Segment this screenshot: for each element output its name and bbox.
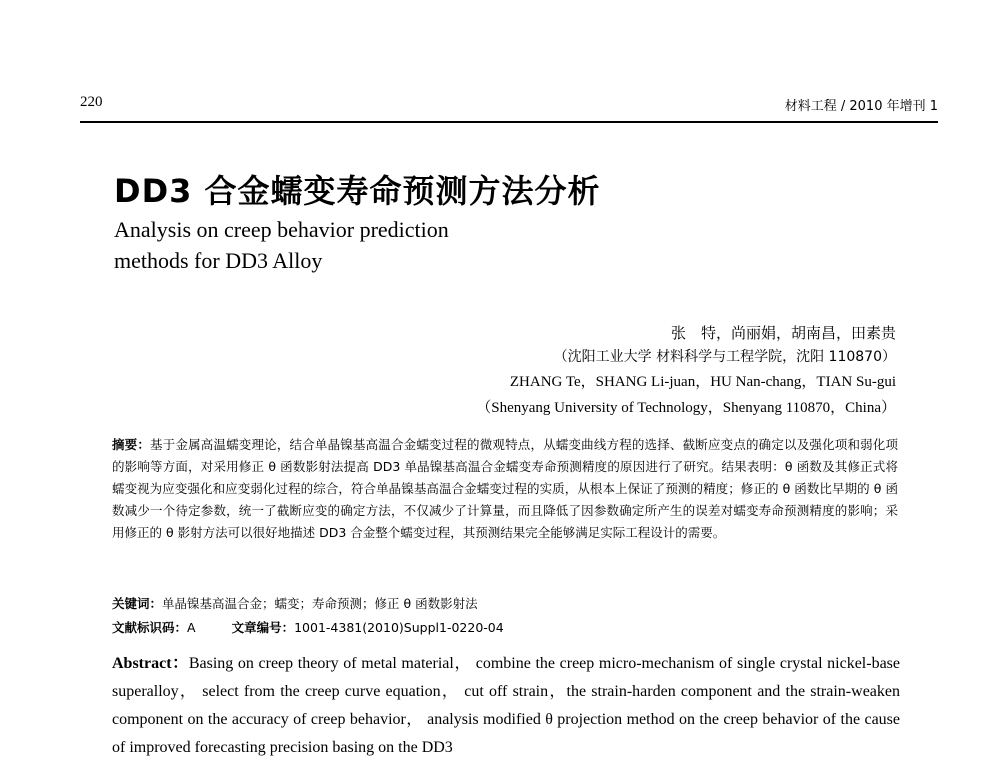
document-info: [112, 618, 898, 636]
page-number: 220: [80, 94, 103, 110]
title-chinese: DD3 合金蠕变寿命预测方法分析: [114, 172, 601, 210]
affiliation-english: （Shenyang University of Technology，Shenyang 110870，China）: [476, 400, 896, 416]
header-rule: [80, 121, 938, 123]
running-header: [80, 94, 938, 116]
title-english-line-1: Analysis on creep behavior prediction: [114, 217, 449, 242]
authors-chinese: 张 特，尚丽娟，胡南昌，田素贵: [670, 324, 896, 342]
abstract-english-text: Basing on creep theory of metal material， combine the creep micro-mechanism of single crystal nickel-base superalloy， select from the creep curve equation， cut off strain，the strain-harden component and the strain-weaken component on the accuracy of creep behavior， analysis modified θ projection method on the creep behavior of the cause of improved forecasting precision basing on the DD3: [112, 655, 900, 756]
title-english-line-2: methods for DD3 Alloy: [114, 248, 323, 273]
affiliation-chinese: （沈阳工业大学 材料科学与工程学院，沈阳 110870）: [553, 349, 896, 365]
journal-citation: 材料工程 / 2010 年增刊 1: [784, 99, 938, 114]
article-id-label: 文章编号：: [231, 620, 295, 635]
document-class-value: A: [187, 620, 196, 635]
keywords-text: 单晶镍基高温合金；蠕变；寿命预测；修正 θ 函数影射法: [162, 596, 478, 611]
abstract-chinese-text: 基于金属高温蠕变理论，结合单晶镍基高温合金蠕变过程的微观特点，从蠕变曲线方程的选择、截断应变点的确定以及强化项和弱化项的影响等方面，对采用修正 θ 函数影射法提高 DD3 单晶镍基高温合金蠕变寿命预测精度的原因进行了研究。结果表明：θ 函数及其修正式将蠕变视为应变强化和应变弱化过程的综合，符合单晶镍基高温合金蠕变过程的实质，从根本上保证了预测的精度；修正的 θ 函数比早期的 θ 函数减少一个待定参数，统一了截断应变的确定方法，不仅减少了计算量，而且降低了因参数确定所产生的误差对蠕变寿命预测精度的影响；采用修正的 θ 影射方法可以很好地描述 DD3 合金整个蠕变过程，其预测结果完全能够满足实际工程设计的需要。: [112, 437, 898, 540]
abstract-english: [112, 650, 900, 762]
authors-english: ZHANG Te，SHANG Li-juan，HU Nan-chang，TIAN Su-gui: [509, 374, 896, 390]
abstract-chinese-label: 摘要：: [112, 437, 151, 452]
abstract-english-label: Abstract：: [112, 655, 189, 672]
title-english: [114, 214, 634, 276]
keywords-label: 关键词：: [112, 596, 163, 611]
abstract-chinese: [112, 434, 898, 544]
article-id-value: 1001-4381(2010)Suppl1-0220-04: [294, 620, 504, 635]
document-class-label: 文献标识码：: [112, 620, 188, 635]
keywords: [112, 594, 898, 612]
